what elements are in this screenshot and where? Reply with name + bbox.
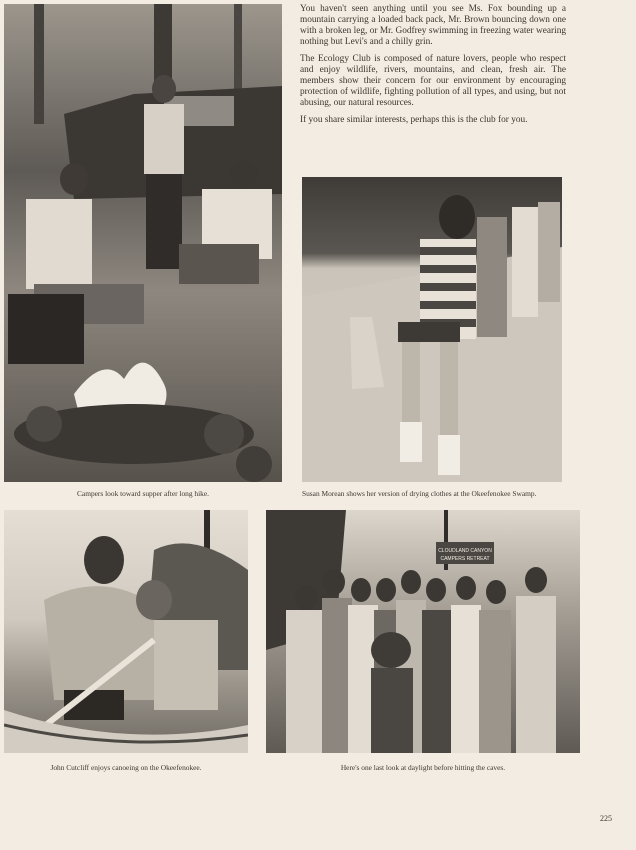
canoe-photo [4, 510, 248, 753]
campers-photo [4, 4, 282, 482]
caption-canoe: John Cutcliff enjoys canoeing on the Okeefenokee. [50, 763, 202, 772]
body-paragraph-2: The Ecology Club is composed of nature lovers, people who respect and enjoy wildlife, rivers, mountains, and clean, fresh air. The members show their concern for our environment by encouraging protection of wildlife, fighting pollution of all types, and using, but not abusing, our natural resources. [300, 54, 566, 108]
svg-text:CLOUDLAND CANYON: CLOUDLAND CANYON [438, 548, 492, 554]
group-photo [266, 510, 580, 753]
caption-susan: Susan Morean shows her version of drying clothes at the Okeefenokee Swamp. [302, 489, 537, 498]
susan-photo [302, 177, 562, 482]
svg-text:CAMPERS RETREAT: CAMPERS RETREAT [440, 556, 490, 562]
caption-campers: Campers look toward supper after long hike. [77, 489, 209, 498]
caption-group: Here's one last look at daylight before hitting the caves. [340, 763, 506, 772]
page-number: 225 [600, 814, 612, 823]
body-paragraph-3: If you share similar interests, perhaps this is the club for you. [300, 115, 528, 125]
article-body [300, 4, 566, 132]
body-paragraph-1: You haven't seen anything until you see Ms. Fox bounding up a mountain carrying a loaded back pack, Mr. Brown bouncing down one with a broken leg, or Mr. Godfrey swimming in freezing water wearing nothing but Levi's and a chilly grin. [300, 4, 566, 47]
